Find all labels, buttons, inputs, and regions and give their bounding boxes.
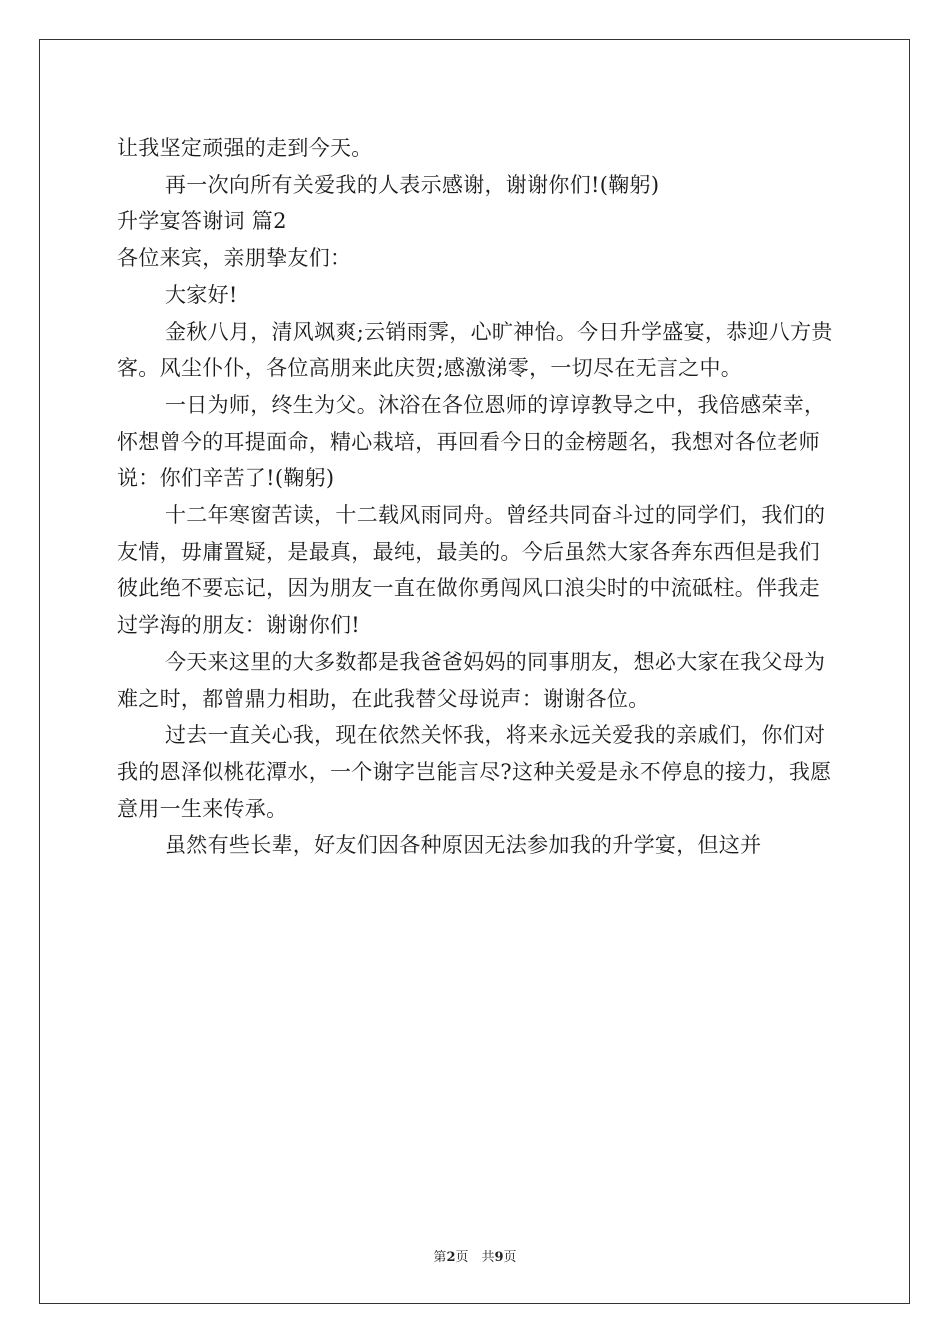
paragraph: 让我坚定顽强的走到今天。 (117, 136, 373, 160)
paragraph: 过去一直关心我，现在依然关怀我，将来永远关爱我的亲戚们，你们对我的恩泽似桃花潭水，一个谢字岂能言尽?这种关爱是永不停息的接力，我愿意用一生来传承。 (117, 723, 832, 821)
paragraph: 金秋八月，清风飒爽;云销雨霁，心旷神怡。今日升学盛宴，恭迎八方贵客。风尘仆仆，各位高朋来此庆贺;感激涕零，一切尽在无言之中。 (117, 319, 833, 381)
document-body (117, 130, 835, 864)
paragraph: 大家好! (165, 282, 238, 307)
paragraph: 十二年寒窗苦读，十二载风雨同舟。曾经共同奋斗过的同学们，我们的友情，毋庸置疑，是最真，最纯，最美的。今后虽然大家各奔东西但是我们彼此绝不要忘记，因为朋友一直在做你勇闯风口浪尖时的中流砥柱。伴我走过学海的朋友：谢谢你们! (117, 503, 826, 638)
footer-prefix: 第 (433, 1250, 447, 1265)
paragraph: 今天来这里的大多数都是我爸爸妈妈的同事朋友，想必大家在我父母为难之时，都曾鼎力相助，在此我替父母说声：谢谢各位。 (117, 649, 826, 711)
current-page-number: 2 (446, 1250, 456, 1265)
paragraph: 再一次向所有关爱我的人表示感谢，谢谢你们!(鞠躬) (165, 172, 660, 197)
paragraph: 虽然有些长辈，好友们因各种原因无法参加我的升学宴，但这并 (165, 833, 762, 858)
footer-suffix: 页 (503, 1250, 517, 1265)
total-pages-number: 9 (494, 1250, 504, 1265)
footer-middle: 页 共 (455, 1250, 495, 1265)
section-heading: 升学宴答谢词 篇2 (117, 209, 287, 234)
salutation: 各位来宾，亲朋挚友们： (117, 246, 352, 271)
page-footer (0, 1246, 950, 1265)
paragraph: 一日为师，终生为父。沐浴在各位恩师的谆谆教导之中，我倍感荣幸，怀想曾今的耳提面命，精心栽培，再回看今日的金榜题名，我想对各位老师说：你们辛苦了!(鞠躬) (117, 392, 826, 491)
